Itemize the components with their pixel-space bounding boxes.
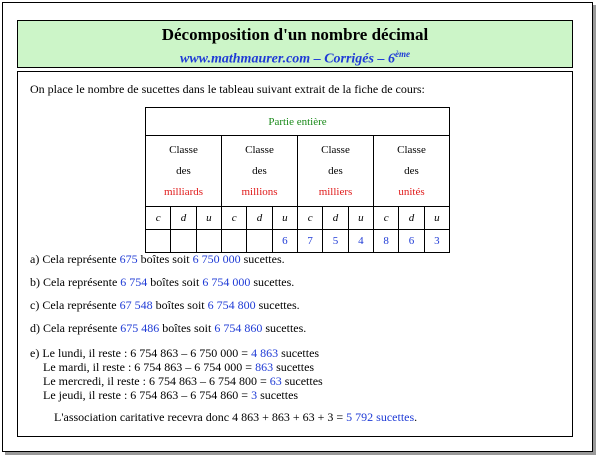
digit-cell: d — [247, 207, 272, 230]
digit-row — [146, 207, 450, 230]
digit-cell: c — [222, 207, 247, 230]
page-title: Décomposition d'un nombre décimal — [161, 25, 429, 44]
digit-cell: u — [348, 207, 373, 230]
answer-b: b) Cela représente 6 754 boîtes soit 6 754 000 sucettes. — [30, 275, 295, 289]
value-cell: 5 — [323, 230, 348, 253]
value-cell: 6 — [399, 230, 424, 253]
subtitle — [18, 45, 572, 69]
answer-a: a) Cela représente 675 boîtes soit 6 750 000 sucettes. — [30, 252, 285, 266]
digit-cell: d — [323, 207, 348, 230]
answer-d: d) Cela représente 675 486 boîtes soit 6 754 860 sucettes. — [30, 321, 307, 335]
subtitle-text: – Corrigés – 6 — [310, 51, 395, 67]
site-link[interactable]: www.mathmaurer.com — [180, 51, 311, 67]
value-cell: 4 — [348, 230, 373, 253]
digit-cell: d — [171, 207, 196, 230]
value-cell — [222, 230, 247, 253]
answer-e-mercredi: Le mercredi, il reste : 6 754 863 – 6 754 800 = 63 sucettes — [43, 374, 323, 388]
digit-cell: u — [424, 207, 449, 230]
answer-e-mardi: Le mardi, il reste : 6 754 863 – 6 754 000 = 863 sucettes — [43, 360, 315, 374]
answer-c: c) Cela représente 67 548 boîtes soit 6 754 800 sucettes. — [30, 298, 300, 312]
answer-e-lundi: e) Le lundi, il reste : 6 754 863 – 6 750 000 = 4 863 sucettes — [30, 346, 320, 360]
value-cell: 3 — [424, 230, 449, 253]
digit-cell: c — [298, 207, 323, 230]
value-cell — [146, 230, 171, 253]
answer-final: L'association caritative recevra donc 4 863 + 863 + 63 + 3 = 5 792 sucettes. — [54, 410, 418, 424]
class-unites: Classe des unités — [374, 136, 450, 207]
value-cell — [247, 230, 272, 253]
value-cell — [196, 230, 221, 253]
digit-cell: u — [196, 207, 221, 230]
value-row — [146, 230, 450, 253]
digit-cell: c — [374, 207, 399, 230]
place-value-table — [145, 107, 450, 253]
value-cell — [171, 230, 196, 253]
subtitle-sup: ème — [394, 49, 410, 59]
answer-e-jeudi: Le jeudi, il reste : 6 754 863 – 6 754 860 = 3 sucettes — [43, 388, 299, 402]
content-box — [17, 71, 573, 437]
value-cell: 7 — [298, 230, 323, 253]
class-milliers: Classe des milliers — [298, 136, 374, 207]
digit-cell: c — [146, 207, 171, 230]
digit-cell: d — [399, 207, 424, 230]
title-box — [17, 20, 573, 68]
class-millions: Classe des millions — [222, 136, 298, 207]
table-header-partie-entiere: Partie entière — [146, 108, 450, 136]
value-cell: 6 — [272, 230, 297, 253]
class-milliards: Classe des milliards — [146, 136, 222, 207]
value-cell: 8 — [374, 230, 399, 253]
digit-cell: u — [272, 207, 297, 230]
intro-text: On place le nombre de sucettes dans le tableau suivant extrait de la fiche de cours: — [30, 82, 425, 96]
